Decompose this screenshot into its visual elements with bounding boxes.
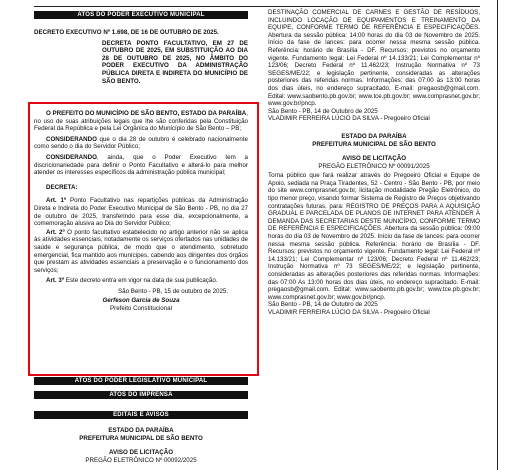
preamble [34, 110, 248, 133]
consid1-rest: que o dia 28 de outubro é celebrado nacionalmente como sendo o dia do Servidor Público; [34, 135, 248, 151]
bottom-pregao: PREGÃO ELETRÔNICO Nº 00092/2025 [85, 456, 197, 464]
bottom-left-notice [34, 427, 248, 464]
art3-rest: Este decreto entra em vigor na data de sua publicação. [64, 277, 218, 285]
right-prefeitura: PREFEITURA MUNICIPAL DE SÃO BENTO [312, 140, 436, 148]
place-date: São Bento - PB, 15 de outubro de 2025. [118, 287, 229, 295]
right-state: ESTADO DA PARAÍBA [341, 132, 407, 140]
right-top-text: DESTINAÇÃO COMERCIAL DE CARNES E GESTÃO DE RESÍDUOS, INCLUINDO LOCAÇÃO DE EQUIPAMENTOS E TREINAMENTO DA EQUIPE, CONFORME TERMO DE REFERÊNCIA E ESPECIFICAÇÕES. Abertura da sessão pública: 14:00 horas do dia 03 de Novembro de 2025. Início da fase de lances: para ocorrer nessa mesma sessão pública. Referência: horário de Brasília - DF. Recursos: previstos no orçamento vigente. Fundamento legal: Lei Federal nº 14.133/21; Lei Complementar nº 123/06; Decreto Federal nº 11.462/23; Instrução Normativa nº 73 SEGES/ME/22; e legislação pertinente, consideradas as alterações posteriores das referidas normas. Informações: das 07:00 às 13:00 horas dos dias úteis, no endereço supracitado. E-mail: pregaosb@gmail.com. Edital: www.saobento.pb.gov.br; www.tce.pb.gov.br; www.comprasnet.gov.br; www.gov.br/pncp. [268, 9, 480, 108]
decree-body [34, 110, 248, 313]
art1-rest: Ponto Facultativo nas repartições públicas da Administração Direta e Indireta do Poder Executivo Municipal de São Bento - PB, no dia 27 de outubro de 2025, transferindo para esse dia, excepcionalmente, a comemoração alusiva ao Dia do Servidor Público; [34, 197, 248, 228]
left-column [34, 20, 248, 85]
section-bar-imprensa: ATOS DO IMPRENSA [34, 391, 248, 399]
decree-ementa: DECRETA PONTO FACULTATIVO, EM 27 DE OUTUBRO DE 2025, EM SUBSTITUIÇÃO AO DIA 28 DE OUTUBRO DE 2025, NO ÂMBITO DO PODER EXECUTIVO DA ADMINISTRAÇÃO PÚBLICA DIRETA E INDIRETA DO MUNICÍPIO DE SÃO BENTO. [102, 39, 248, 85]
art3-lead: Art. 3º [46, 277, 65, 285]
consid1-lead: CONSIDERANDO [46, 135, 97, 143]
bottom-state: ESTADO DA PARAÍBA [108, 427, 174, 434]
art2-rest: O ponto facultativo estabelecido no artigo anterior não se aplica às atividades essenciais, notadamente os serviços ofertados nas unidades de saúde e segurança pública, de modo que o atendimento, sobretudo emergencial, fica mantido aos munícipes, cabendo aos dirigentes dos órgãos que prestam as atividades essenciais a preservação e o funcionamento dos serviços; [34, 228, 248, 274]
right-signer-1: VLADIMIR FERREIRA LÚCIO DA SILVA - Pregoeiro Oficial [268, 115, 430, 123]
article-3 [34, 277, 248, 285]
top-rule [34, 6, 480, 7]
right-edge-rule [497, 0, 498, 470]
right-notice-header [268, 133, 480, 170]
right-body-2: Torna público que fará realizar através do Pregoeiro Oficial e Equipe de Apoio, sediada na Praça Tiradentes, 52 - Centro - São Bento - PB, por meio do site www.comprasnet.gov.br, licitação modalidade Pregão Eletrônico, do tipo menor preço, visando formar Sistema de Registro de Preços objetivando contratações futuras, para: REGISTRO DE PREÇOS PARA A AQUISIÇÃO GRADUAL E PARCELADA DE PLANOS DE INTERNET PARA ATENDER À DEMANDA DAS SECRETARIAS DESTE MUNICÍPIO, CONFORME TERMO DE REFERÊNCIA E ESPECIFICAÇÕES. Abertura da sessão pública: 09:00 horas do dia 03 de Novembro de 2025. Início da fase de lances: para ocorrer nessa mesma sessão pública. Referência: horário de Brasília - DF. Recursos: previstos no orçamento vigente. Fundamento legal: Lei Federal nº 14.133/21; Lei Complementar nº 123/06; Decreto Federal nº 11.462/23; Instrução Normativa nº 73 SEGES/ME/22; e legislação pertinente, consideradas as alterações posteriores das referidas normas. Informações: das 07:00 As 13:00 horas dos dias úteis, no endereço supracitado. E-mail: pregaosb@gmail.com. Edital: www.saobento.pb.gov.br; www.tce.pb.gov.br; www.comprasnet.gov.br; www.gov.br/pncp. [268, 172, 480, 301]
considerando-2 [34, 154, 248, 177]
bottom-aviso: AVISO DE LICITAÇÃO [108, 449, 174, 457]
article-2 [34, 229, 248, 275]
right-pregao: PREGÃO ELETRÔNICO Nº 00091/2025 [318, 162, 430, 170]
signer-role: Prefeito Constitucional [110, 305, 172, 313]
signer-name: Gerfeson Garcia de Souza [102, 297, 180, 305]
signature-block [34, 297, 248, 312]
section-bar-legislativo: ATOS DO PODER LEGISLATIVO MUNICIPAL [34, 377, 248, 385]
consid2-rest: , ainda, que o Poder Executivo tem a discricionariedade para definir o Ponto Facultativo e alterá-lo para melhor atender os interesses específicos da administração pública municipal; [34, 153, 248, 177]
art1-lead: Art. 1º [46, 197, 67, 205]
decree-title: DECRETO EXECUTIVO Nº 1.698, DE 16 DE OUTUBRO DE 2025. [34, 29, 219, 36]
section-bar-editais: EDITAIS E AVISOS [34, 411, 248, 419]
decreta-heading: DECRETA: [46, 183, 78, 191]
right-column [268, 9, 480, 317]
considerando-1 [34, 136, 248, 151]
article-1 [34, 197, 248, 227]
art2-lead: Art. 2º [46, 228, 65, 236]
right-aviso: AVISO DE LICITAÇÃO [341, 155, 407, 163]
consid2-lead: CONSIDERANDO [46, 153, 97, 161]
bottom-prefeitura: PREFEITURA MUNICIPAL DE SÃO BENTO [79, 434, 203, 442]
preamble-rest: , no uso de suas atribuições legais que lhe são conferidas pela Constituição Federal da República e pela Lei Orgânica do Município de São Bento – PB; [34, 110, 248, 133]
right-place-date-1: São Bento - PB, 14 de Outubro de 2025 [268, 107, 378, 115]
preamble-lead: O PREFEITO DO MUNICÍPIO DE SÃO BENTO, ESTADO DA PARAÍBA [46, 110, 247, 117]
section-bar-executivo: ATOS DO PODER EXECUTIVO MUNICIPAL [34, 11, 248, 19]
right-signer-2: VLADIMIR FERREIRA LÚCIO DA SILVA - Pregoeiro Oficial [268, 308, 430, 316]
right-place-date-2: São Bento - PB, 14 de Outubro de 2025 [268, 301, 378, 309]
